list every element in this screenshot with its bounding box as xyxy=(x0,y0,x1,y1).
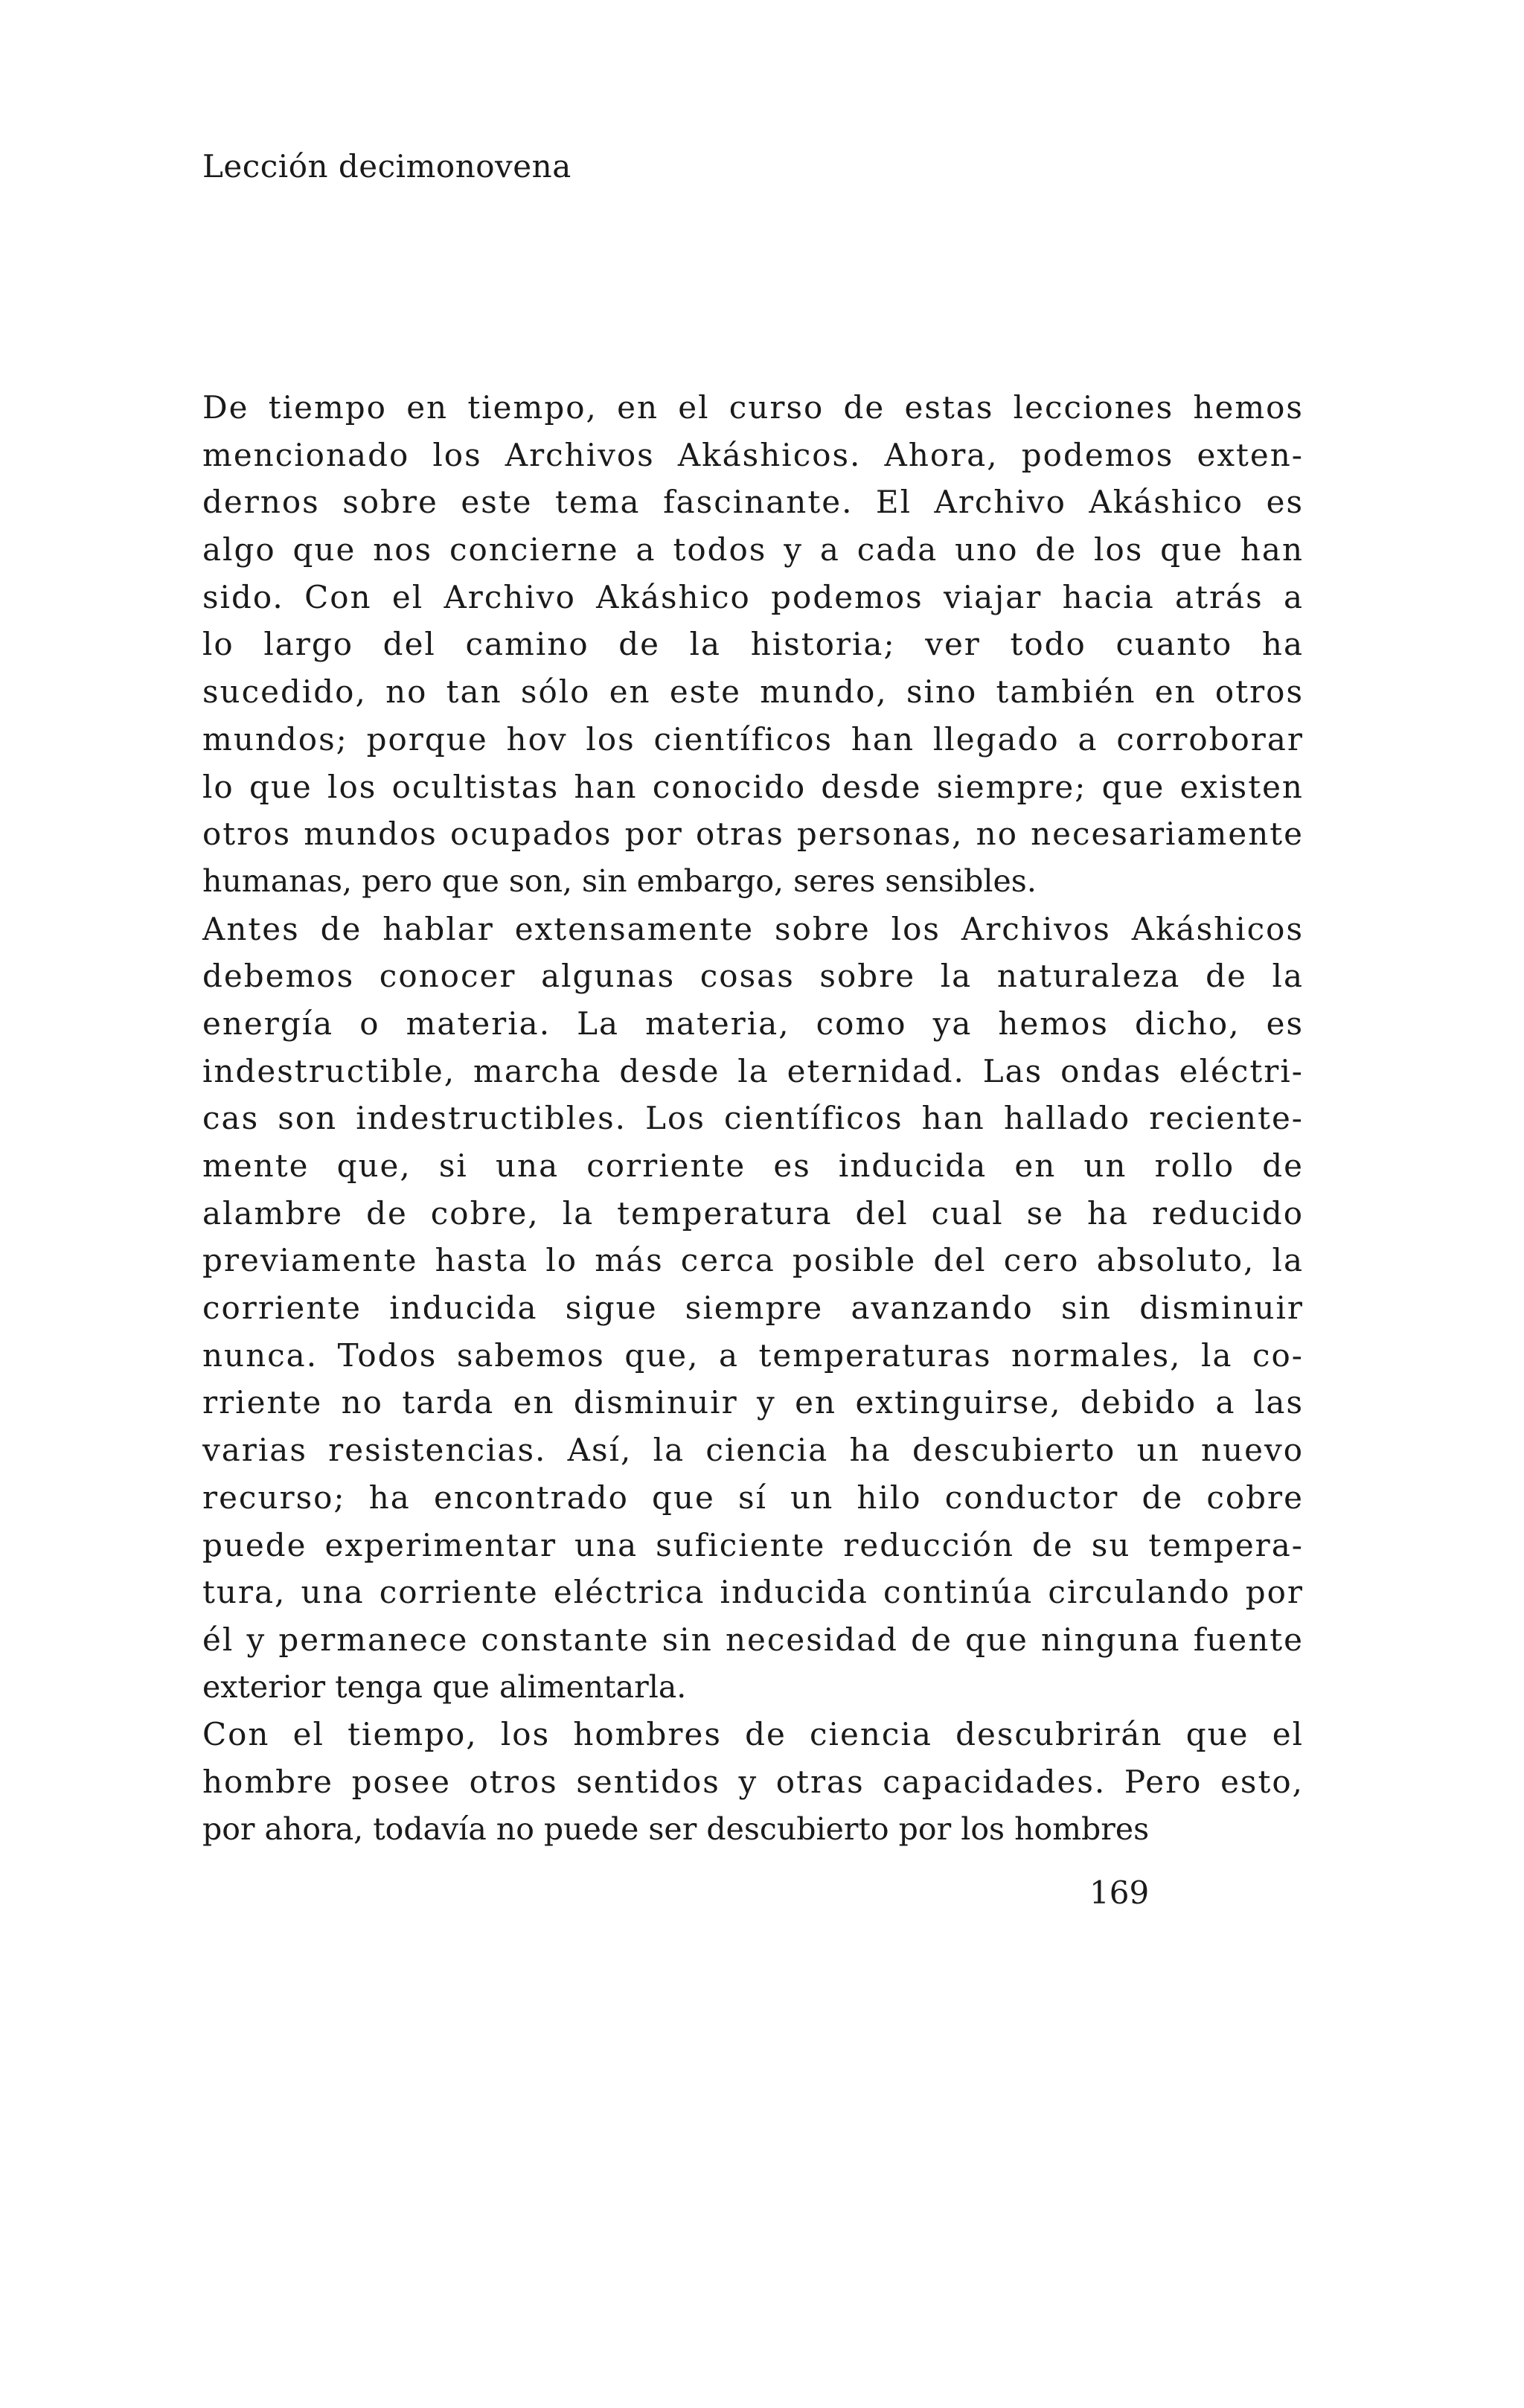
text-line: energía o materia. La materia, como ya hemos dicho, es xyxy=(202,1005,1304,1042)
text-line: puede experimentar una suficiente reducción de su tempera- xyxy=(202,1526,1304,1563)
text-line: De tiempo en tiempo, en el curso de estas lecciones hemos xyxy=(202,389,1304,426)
paragraph xyxy=(202,906,1304,1711)
text-line: tura, una corriente eléctrica inducida continúa circulando por xyxy=(202,1574,1304,1611)
text-line: por ahora, todavía no puede ser descubierto por los hombres xyxy=(202,1810,1150,1847)
text-line: sido. Con el Archivo Akáshico podemos viajar hacia atrás a xyxy=(202,578,1304,615)
text-line: mente que, si una corriente es inducida en un rollo de xyxy=(202,1147,1304,1184)
paragraph xyxy=(202,1711,1304,1853)
text-line: cas son indestructibles. Los científicos han hallado reciente- xyxy=(202,1100,1304,1137)
text-line: él y permanece constante sin necesidad de que ninguna fuente xyxy=(202,1621,1304,1658)
paragraph xyxy=(202,384,1304,906)
text-line: algo que nos concierne a todos y a cada uno de los que han xyxy=(202,531,1304,569)
text-line: mencionado los Archivos Akáshicos. Ahora, podemos exten- xyxy=(202,436,1304,473)
text-line: humanas, pero que son, sin embargo, seres sensibles. xyxy=(202,862,1037,899)
text-line: Antes de hablar extensamente sobre los Archivos Akáshicos xyxy=(202,910,1304,947)
text-line: debemos conocer algunas cosas sobre la naturaleza de la xyxy=(202,958,1304,995)
body-text xyxy=(202,384,1304,1853)
text-line: nunca. Todos sabemos que, a temperaturas normales, la co- xyxy=(202,1336,1304,1374)
text-line: lo largo del camino de la historia; ver todo cuanto ha xyxy=(202,626,1304,663)
text-line: sucedido, no tan sólo en este mundo, sino también en otros xyxy=(202,673,1304,711)
text-line: lo que los ocultistas han conocido desde siempre; que existen xyxy=(202,768,1304,805)
text-line: rriente no tarda en disminuir y en extinguirse, debido a las xyxy=(202,1384,1304,1421)
text-line: dernos sobre este tema fascinante. El Archivo Akáshico es xyxy=(202,484,1304,521)
text-line: indestructible, marcha desde la eternidad. Las ondas eléctri- xyxy=(202,1052,1304,1089)
page-number: 169 xyxy=(1089,1874,1150,1911)
text-line: exterior tenga que alimentarla. xyxy=(202,1668,687,1705)
text-line: otros mundos ocupados por otras personas, no necesariamente xyxy=(202,816,1304,853)
text-line: corriente inducida sigue siempre avanzando sin disminuir xyxy=(202,1290,1304,1327)
running-head: Lección decimonovena xyxy=(202,148,572,185)
text-line: varias resistencias. Así, la ciencia ha descubierto un nuevo xyxy=(202,1432,1304,1469)
text-line: recurso; ha encontrado que sí un hilo conductor de cobre xyxy=(202,1479,1304,1516)
text-line: alambre de cobre, la temperatura del cual se ha reducido xyxy=(202,1194,1304,1232)
text-line: Con el tiempo, los hombres de ciencia descubrirán que el xyxy=(202,1716,1304,1753)
text-line: hombre posee otros sentidos y otras capacidades. Pero esto, xyxy=(202,1763,1304,1800)
text-line: mundos; porque hov los científicos han llegado a corroborar xyxy=(202,720,1304,758)
text-line: previamente hasta lo más cerca posible del cero absoluto, la xyxy=(202,1242,1304,1279)
